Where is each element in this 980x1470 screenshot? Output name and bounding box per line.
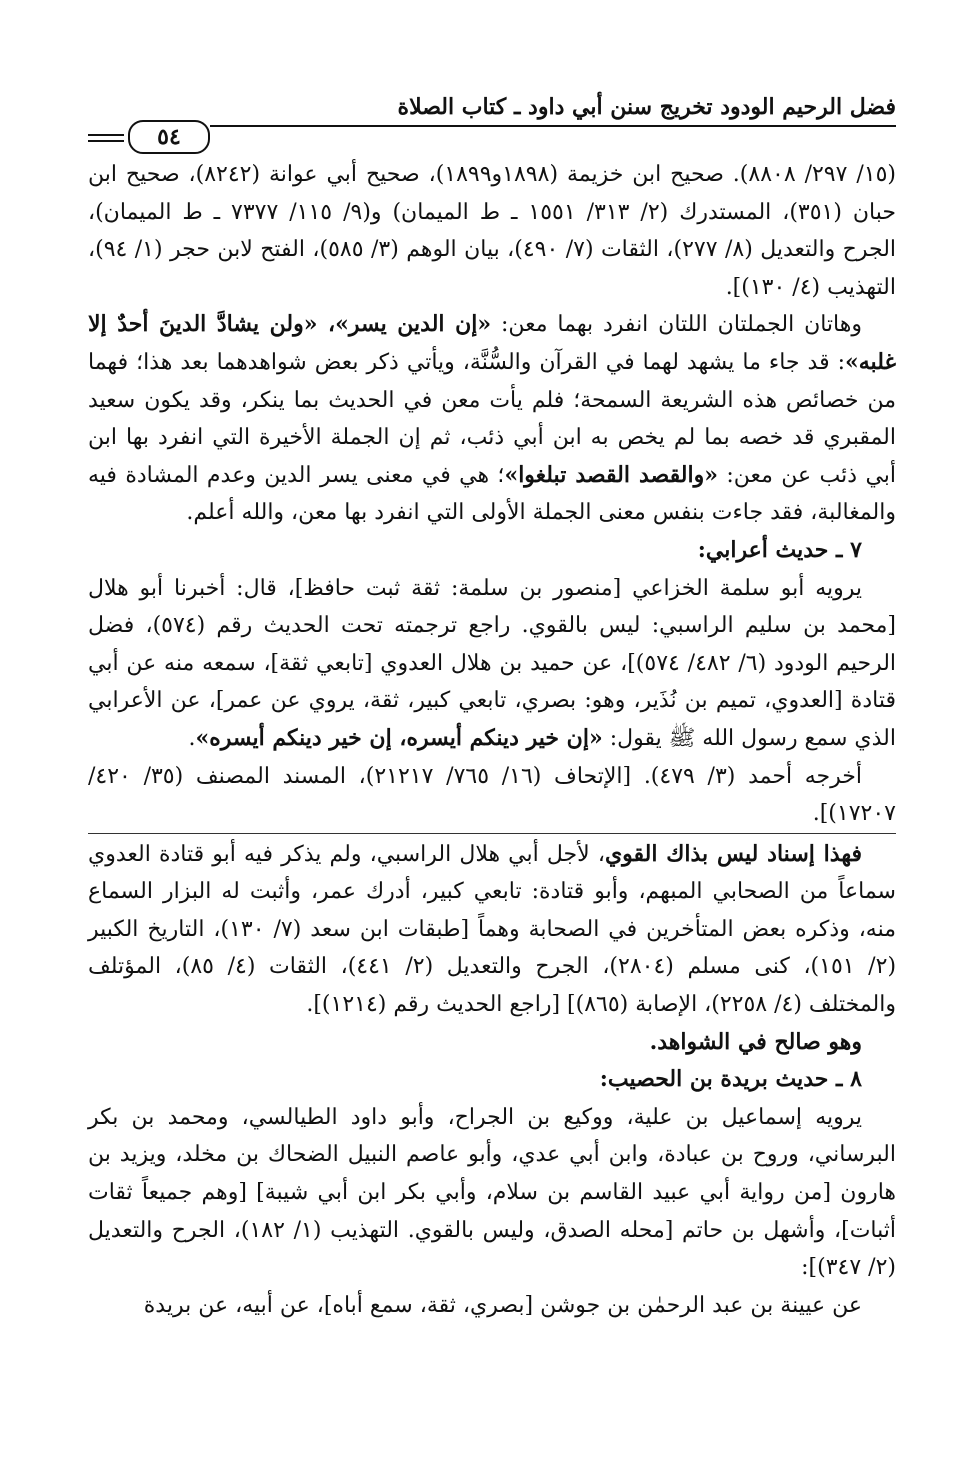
section-heading-8: ٨ ـ حديث بريدة بن الحصيب:	[599, 1066, 862, 1093]
hadith-quote: «إن الدين يسر»، «ولن يشادَّ الدينَ أحدٌ إلا غلبه»	[88, 311, 896, 375]
header-rule-left-upper	[88, 134, 124, 136]
body-text	[88, 156, 896, 1324]
paragraph-two-phrases	[88, 306, 896, 532]
paragraph-bedouin-chain	[88, 570, 896, 758]
hadith-quote: «إن خير دينكم أيسره، إن خير دينكم أيسره»	[195, 724, 603, 751]
header-rule-left-lower	[88, 140, 124, 142]
text-span: ؛ هي في معنى يسر الدين وعدم المشادة فيه والمغالبة، فقد جاءت بنفس معنى الجملة الأولى التي انفرد بها معن، والله أعلم.	[88, 462, 896, 526]
text-span: ، لأجل أبي هلال الراسبي، ولم يذكر فيه أبو قتادة العدوي سماعاً من الصحابي المبهم، وأبو قتادة: تابعي كبير، أدرك عمر، وأثبت له البزار السماع منه، وذكره بعض المتأخرين في الصحابة وهماً [طبقات ابن سعد (٧/ ١٣٠)، التاريخ الكبير (٢/ ١٥١)، كنى مسلم (٢٨٠٤)، الجرح والتعديل (٢/ ٤٤١)، الثقات (٤/ ٨٥)، المؤتلف والمختلف (٤/ ٢٢٥٨)، الإصابة (٨٦٥)] [راجع الحديث رقم (١٢١٤)].	[88, 841, 897, 1018]
running-title: فضل الرحيم الودود تخريج سنن أبي داود ـ كتاب الصلاة	[397, 94, 896, 120]
text-span: .	[188, 725, 196, 751]
paragraph-chain-continues: عن عيينة بن عبد الرحمٰن بن جوشن [بصري، ثقة، سمع أباه]، عن أبيه، عن بريدة	[143, 1292, 862, 1318]
section-heading-7: ٧ ـ حديث أعرابي:	[697, 536, 862, 563]
paragraph-narrators: يرويه إسماعيل بن علية، ووكيع بن الجراح، وأبو داود الطيالسي، ومحمد بن بكر البرساني، وروح بن عبادة، وابن أبي عدي، وأبو عاصم النبيل الضحاك بن مخلد، ويزيد بن هارون [من رواية أبي عبيد القاسم بن سلام، وأبي بكر ابن أبي شيبة] [وهم جميعاً ثقات أثبات]، وأشهل بن حاتم [محله الصدق، وليس بالقوي. التهذيب (١/ ١٨٢)، الجرح والتعديل (٢/ ٣٤٧)]:	[88, 1104, 897, 1281]
page-number: ٥٤	[128, 120, 210, 154]
paragraph-isnad-assessment	[88, 833, 896, 1024]
assessment-lead: فهذا إسناد ليس بذاك القوي	[604, 840, 862, 867]
text-span: وهاتان الجملتان اللتان انفرد بهما معن:	[491, 312, 862, 338]
text-span: : قد جاء ما يشهد لهما في القرآن والسُّنَّة، ويأتي ذكر بعض شواهدهما بعد هذا؛ فهما من خصائص هذه الشريعة السمحة؛ فلم يأت معن في الحديث بما ينكر، وقد يكون سعيد المقبري قد خصه بما لم يخص به ابن أبي ذئب، ثم إن الجملة الأخيرة التي انفرد بها ابن أبي ذئب عن معن:	[88, 349, 897, 488]
page-header	[88, 92, 896, 148]
hadith-quote: «والقصد القصد تبلغوا»	[504, 461, 718, 488]
text-span: يرويه أبو سلمة الخزاعي [منصور بن سلمة: ثقة ثبت حافظ]، قال: أخبرنا أبو هلال [محمد بن سليم الراسبي: ليس بالقوي. راجع ترجمته تحت الحديث رقم (٥٧٤)، فضل الرحيم الودود (٦/ ٤٨٢/ ٥٧٤)]، عن حميد بن هلال العدوي [تابعي ثقة]، سمعه منه عن أبي قتادة [العدوي، تميم بن نُذَير، وهو: بصري، تابعي كبير، ثقة، يروي عن عمر]، عن الأعرابي الذي سمع رسول الله ﷺ يقول:	[88, 575, 897, 751]
verdict-line: وهو صالح في الشواهد.	[649, 1028, 862, 1055]
paragraph-takhrij: أخرجه أحمد (٣/ ٤٧٩). [الإتحاف (١٦/ ٧٦٥/ ٢١٢١٧)، المسند المصنف (٣٥/ ٤٢٠/ ١٧٢٠٧)].	[88, 763, 896, 827]
paragraph-references: (١٥/ ٢٩٧/ ٨٨٠٨). صحيح ابن خزيمة (١٨٩٨و١٨٩٩)، صحيح أبي عوانة (٨٢٤٢)، صحيح ابن حبان (٣٥١)، المستدرك (٢/ ٣١٣/ ١٥٥١ ـ ط الميمان) و(٩/ ١١٥/ ٧٣٧٧ ـ ط الميمان)، الجرح والتعديل (٨/ ٢٧٧)، الثقات (٧/ ٤٩٠)، بيان الوهم (٣/ ٥٨٥)، الفتح لابن حجر (١/ ٩٤)، التهذيب (٤/ ١٣٠)].	[88, 162, 897, 300]
book-page	[88, 92, 896, 1324]
header-rule	[210, 125, 896, 127]
